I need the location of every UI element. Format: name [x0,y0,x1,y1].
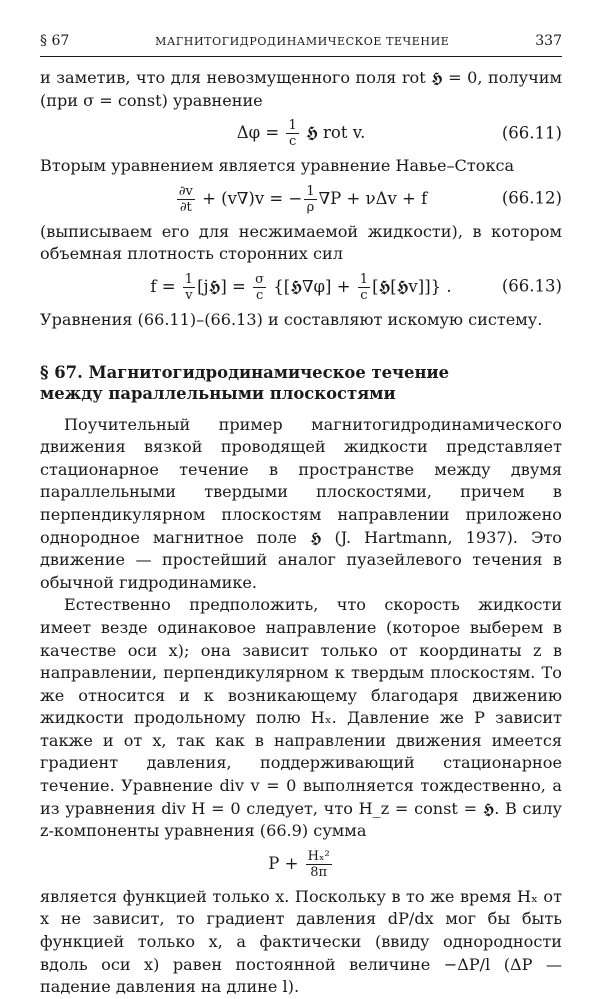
eq3-fraction-3 [358,272,370,303]
eq2-frac-den: ∂t [179,199,192,215]
body-paragraph-3: является функцией только x. Поскольку в то же время Hₓ от x не зависит, то градиент давления dP/dx мог бы быть функцией только x, а фактически (ввиду однородности вдоль оси x) равен постоянной величине −ΔP/l (ΔP — падение давления на длине l). [40,886,562,997]
eq1-number: (66.11) [501,123,562,143]
section-title-line-2: между параллельными плоскостями [40,383,396,403]
equation-66-12 [40,184,562,215]
body-paragraph-2: Естественно предположить, что скорость жидкости имеет везде одинаковое направление (которое выберем в качестве оси x); она зависит только от координаты z в направлении, перпендикулярном к твердым плоскостям. То же относится и к возникающему благодаря движению жидкости продольному полю Hₓ. Давление же P зависит также и от x, так как в направлении движения имеется градиент давления, поддерживающий стационарное течение. Уравнение div v = 0 выполняется тождественно, а из уравнения div H = 0 следует, что H_z = const = 𝕳. В силу z-компоненты уравнения (66.9) сумма [40,595,562,841]
eq3-frac3-num: 1 [359,271,369,287]
eq3-frac-den: v [185,287,193,303]
eq3-lhs: f = [150,276,181,296]
section-title-line-1: § 67. Магнитогидродинамическое течение [40,362,450,382]
eq3-number: (66.13) [501,277,562,297]
intro-line-1: и заметив, что для невозмущенного поля rot 𝕳 = 0, получим (при σ = const) уравнение [40,68,562,110]
header-title: МАГНИТОГИДРОДИНАМИЧЕСКОЕ ТЕЧЕНИЕ [155,35,450,48]
eq2-fraction [177,184,195,215]
equation-66-11 [40,118,562,149]
eq4-lhs: P + [268,853,304,873]
eq2-frac2-num: 1 [306,183,315,199]
header-section: § 67 [40,33,70,49]
eq2-frac2-den: ρ [306,199,315,215]
eq4-fraction [306,849,332,880]
equation-pressure-sum [40,849,562,880]
eq3-mid: [j𝕳] = [197,276,252,296]
eq1-fraction [286,118,298,149]
eq4-frac-num: Hₓ² [307,848,330,864]
intro-line-4: Уравнения (66.11)–(66.13) и составляют искомую систему. [40,309,543,329]
header-page-number: 337 [535,33,562,49]
eq3-fraction [183,272,195,303]
eq3-fraction-2 [253,272,266,303]
eq3-frac2-num: σ [255,271,265,287]
eq2-mid: + (v∇)v = − [196,188,303,208]
intro-line-2: Вторым уравнением является уравнение Навье–Стокса [40,156,515,176]
body-paragraph-1: Поучительный пример магнитогидродинамического движения вязкой проводящей жидкости представляет стационарное течение в пространстве между двумя параллельными твердыми плоскостями, причем в перпендикулярном плоскостям направлении приложено однородное магнитное поле 𝕳 (J. Hartmann, 1937). Это движение — простейший аналог пуазейлевого течения в обычной гидродинамике. [40,414,562,592]
eq3-frac-num: 1 [184,271,194,287]
eq1-lhs: Δφ = [236,123,285,143]
eq2-rhs: ∇P + νΔv + f [318,188,428,208]
eq4-frac-den: 8π [310,864,328,880]
eq2-number: (66.12) [501,188,562,208]
eq3-frac2-den: c [255,287,264,303]
eq2-fraction-2 [304,184,316,215]
running-header [40,32,562,57]
eq3-frac3-den: c [360,287,368,303]
eq2-frac-num: ∂v [178,183,193,199]
equation-66-13 [40,272,562,303]
eq3-brace-a: {[𝕳∇φ] + [268,276,356,296]
eq3-brace-b: [𝕳[𝕳v]]} . [372,276,452,296]
eq1-frac-den: c [288,134,297,150]
eq1-rhs: 𝕳 rot v. [300,123,366,143]
eq1-frac-num: 1 [288,118,297,134]
intro-line-3: (выписываем его для несжимаемой жидкости), в котором объемная плотность сторонних сил [40,221,562,264]
section-heading [40,362,562,404]
